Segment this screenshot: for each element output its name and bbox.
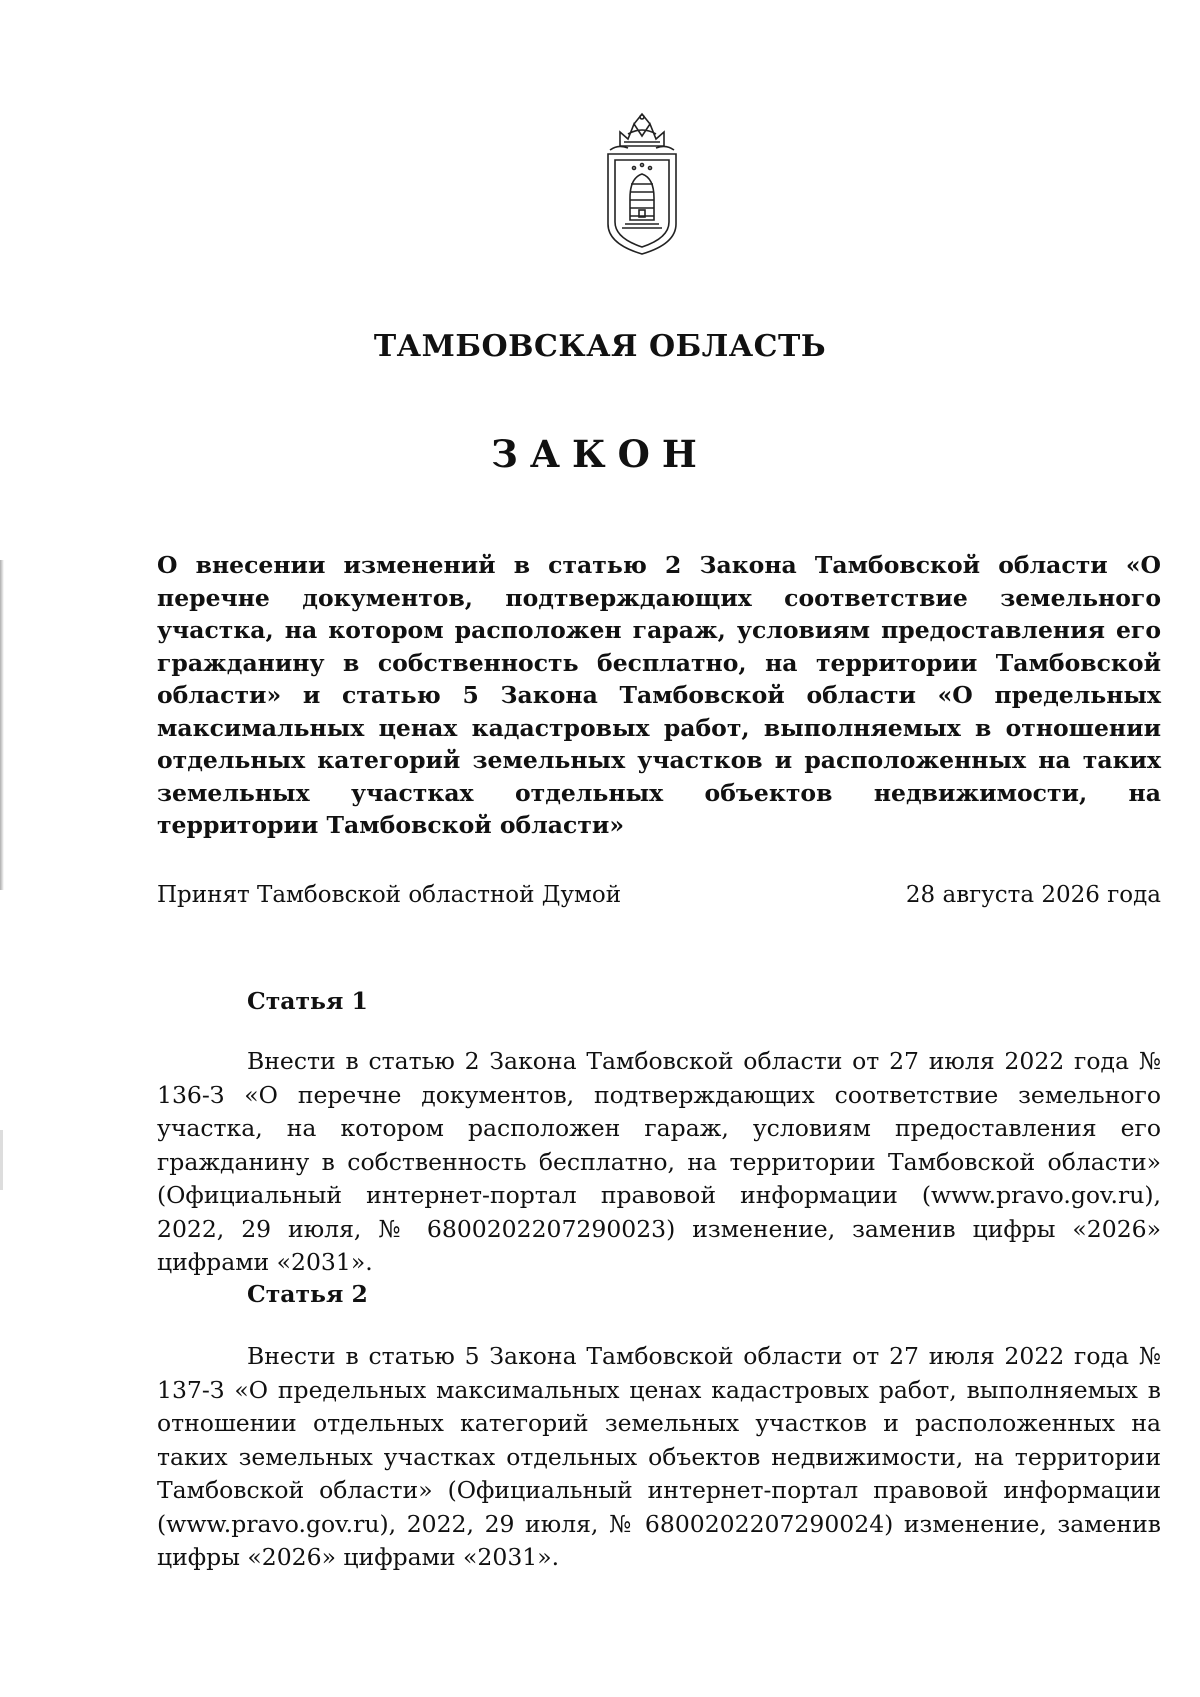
adoption-date: 28 августа 2026 года bbox=[905, 882, 1161, 908]
article-2-text: Внести в статью 5 Закона Тамбовской области от 27 июля 2022 года № 137-З «О предельных максимальных ценах кадастровых работ, выполняемых в отношении отдельных категорий земельных участков и расположенных на таких земельных участках отдельных объектов недвижимости, на территории Тамбовской области» (Официальный интернет-портал правовой информации (www.pravo.gov.ru), 2022, 29 июля, № 6800202207290024) изменение, заменив цифры «2026» цифрами «2031». bbox=[157, 1342, 1161, 1571]
scan-edge-artifact bbox=[0, 1130, 3, 1190]
adoption-line bbox=[157, 882, 1161, 908]
tambov-coat-of-arms-icon bbox=[598, 112, 686, 258]
adopted-by: Принят Тамбовской областной Думой bbox=[157, 882, 622, 908]
article-1-heading: Статья 1 bbox=[247, 987, 368, 1015]
article-2-heading: Статья 2 bbox=[247, 1280, 368, 1308]
scan-edge-artifact bbox=[0, 560, 4, 890]
law-title: О внесении изменений в статью 2 Закона Тамбовской области «О перечне документов, подтверждающих соответствие земельного участка, на котором расположен гараж, условиям предоставления его гражданину в собственность бесплатно, на территории Тамбовской области» и статью 5 Закона Тамбовской области «О предельных максимальных ценах кадастровых работ, выполняемых в отношении отдельных категорий земельных участков и расположенных на таких земельных участках отдельных объектов недвижимости, на территории Тамбовской области» bbox=[157, 551, 1161, 839]
article-1-text: Внести в статью 2 Закона Тамбовской области от 27 июля 2022 года № 136-З «О перечне документов, подтверждающих соответствие земельного участка, на котором расположен гараж, условиям предоставления его гражданину в собственность бесплатно, на территории Тамбовской области» (Официальный интернет-портал правовой информации (www.pravo.gov.ru), 2022, 29 июля, № 6800202207290023) изменение, заменив цифры «2026» цифрами «2031». bbox=[157, 1047, 1161, 1276]
document-type: ЗАКОН bbox=[491, 432, 709, 476]
region-name: ТАМБОВСКАЯ ОБЛАСТЬ bbox=[373, 329, 827, 364]
